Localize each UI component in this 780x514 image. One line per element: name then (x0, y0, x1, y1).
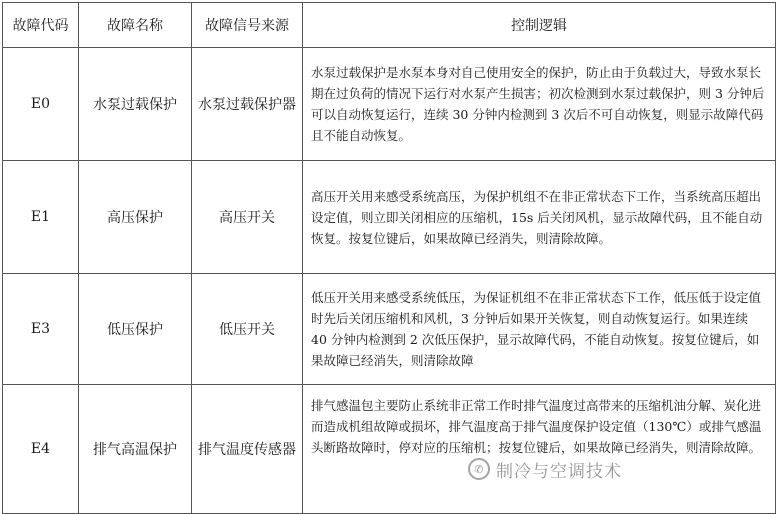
table-row (3, 161, 776, 274)
signal-source-cell: 排气温度传感器 (192, 385, 303, 514)
control-logic-cell: 排气感温包主要防止系统非正常工作时排气温度过高带来的压缩机油分解、炭化进而造成机组故障或损坏，排气温度高于排气温度保护设定值（130℃）或排气感温头断路故障时，停对应的压缩机；按复位键后，如果故障已经消失，则清除故障。 (303, 385, 776, 514)
watermark-text: 制冷与空调技术 (496, 461, 622, 482)
table-header-row (3, 3, 776, 48)
fault-code-cell: E1 (3, 161, 79, 274)
control-logic-cell: 水泵过载保护是水泵本身对自己使用安全的保护，防止由于负载过大，导致水泵长期在过负荷的情况下运行对水泵产生损害；初次检测到水泵过载保护，则 3 分钟后可以自动恢复运行，连续 30 分钟内检测到 3 次后不可自动恢复，则显示故障代码且不能自动恢复。 (303, 48, 776, 161)
table-row (3, 385, 776, 514)
table-row (3, 274, 776, 385)
fault-code-table (2, 2, 776, 514)
header-control-logic: 控制逻辑 (303, 3, 776, 48)
fault-code-cell: E3 (3, 274, 79, 385)
fault-name-cell: 高压保护 (79, 161, 192, 274)
watermark (468, 452, 622, 486)
header-fault-code: 故障代码 (3, 3, 79, 48)
signal-source-cell: 高压开关 (192, 161, 303, 274)
fault-code-cell: E0 (3, 48, 79, 161)
table-row (3, 48, 776, 161)
fault-name-cell: 低压保护 (79, 274, 192, 385)
fault-name-cell: 水泵过载保护 (79, 48, 192, 161)
header-fault-name: 故障名称 (79, 3, 192, 48)
header-signal-source: 故障信号来源 (192, 3, 303, 48)
signal-source-cell: 低压开关 (192, 274, 303, 385)
fault-name-cell: 排气高温保护 (79, 385, 192, 514)
signal-source-cell: 水泵过载保护器 (192, 48, 303, 161)
wechat-icon: ✆ (468, 458, 490, 480)
control-logic-cell: 低压开关用来感受系统低压，为保证机组不在非正常状态下工作，低压低于设定值时先后关闭压缩机和风机，3 分钟后如果开关恢复，则自动恢复运行。如果连续 40 分钟内检测到 2 次低压保护，显示故障代码，不能自动恢复。按复位键后，如果故障已经消失，则清除故障 (303, 274, 776, 385)
fault-code-cell: E4 (3, 385, 79, 514)
control-logic-cell: 高压开关用来感受系统高压，为保护机组不在非正常状态下工作，当系统高压超出设定值，则立即关闭相应的压缩机，15s 后关闭风机，显示故障代码，且不能自动恢复。按复位键后，如果故障已经消失，则清除故障。 (303, 161, 776, 274)
